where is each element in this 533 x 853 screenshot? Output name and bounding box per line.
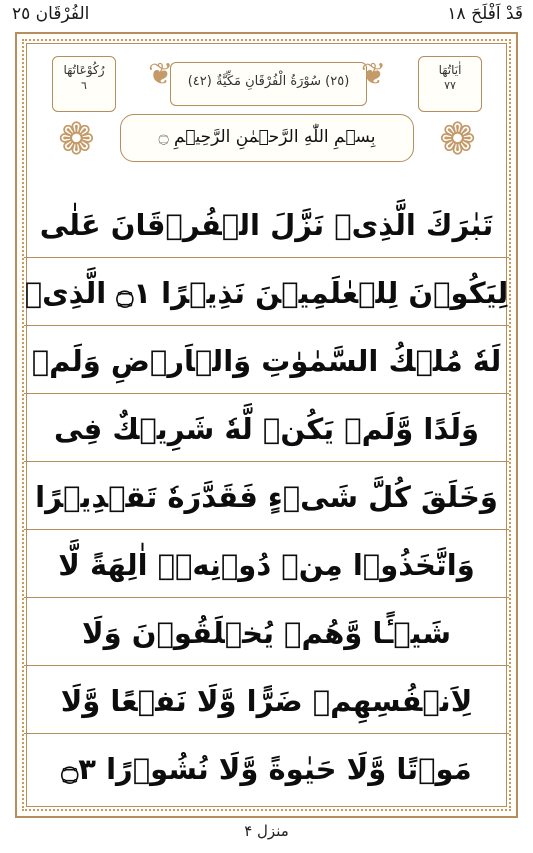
title-left-ornament-icon: ❦ [148, 57, 174, 92]
line-divider [24, 461, 509, 462]
line-divider [24, 393, 509, 394]
line-divider [24, 665, 509, 666]
bismillah-box [120, 114, 414, 162]
line-divider [24, 325, 509, 326]
line-divider [24, 733, 509, 734]
surah-title: (٢٥) سُوْرَةُ الْفُرْقَانِ مَكِّيَّةٌ (٤٢) [187, 74, 350, 89]
text-line-9: مَوۡتًا وَّلَا حَيٰوةً وَّلَا نُشُوۡرًا ۝٣ [61, 752, 472, 786]
text-line-2: لِيَكُوۡنَ لِلۡعٰلَمِيۡنَ نَذِيۡرًا ۝١ الَّذِىۡ [24, 276, 509, 310]
line-divider [24, 257, 509, 258]
surah-header: الفُرْقَان ٢٥ [12, 4, 90, 24]
title-right-ornament-icon: ❦ [360, 57, 386, 92]
juz-header: قَدْ اَفْلَحَ ١٨ [447, 4, 523, 24]
line-divider [24, 529, 509, 530]
ayat-label: اٰيَاتُهَا [438, 63, 462, 77]
text-line-1: تَبٰرَكَ الَّذِىۡ نَزَّلَ الۡفُرۡقَانَ عَلٰى [39, 208, 494, 242]
left-ornament-icon: ❁ [58, 114, 95, 165]
surah-heading-panel [52, 52, 482, 192]
text-line-4: وَلَدًا وَّلَمۡ يَكُنۡ لَّهٗ شَرِيۡكٌ فِى [53, 412, 480, 446]
text-line-8: لِاَنۡفُسِهِمۡ ضَرًّا وَّلَا نَفۡعًا وَّلَا [60, 684, 473, 718]
ruku-count-box [52, 56, 116, 112]
right-ornament-icon: ❁ [439, 114, 476, 165]
text-line-3: لَهٗ مُلۡكُ السَّمٰوٰتِ وَالۡاَرۡضِ وَلَمۡ [31, 344, 502, 378]
text-line-5: وَخَلَقَ كُلَّ شَىۡءٍ فَقَدَّرَهٗ تَقۡدِيۡرًا [35, 480, 498, 514]
ayat-count: ٧٧ [444, 79, 456, 92]
ayat-count-box [418, 56, 482, 112]
text-line-6: وَاتَّخَذُوۡا مِنۡ دُوۡنِهٖۤ اٰلِهَةً لَّا [58, 548, 475, 582]
manzil-footer: منزل ۴ [244, 822, 289, 840]
ruku-count: ٦ [81, 79, 87, 92]
text-line-7: شَيۡـًٔا وَّهُمۡ يُخۡلَقُوۡنَ وَلَا [82, 616, 451, 650]
ruku-label: رُكُوْعَاتُهَا [63, 63, 105, 77]
surah-title-box [170, 62, 367, 106]
bismillah: بِسۡمِ اللّٰهِ الرَّحۡمٰنِ الرَّحِيۡمِ ۝ [158, 127, 376, 147]
line-divider [24, 597, 509, 598]
